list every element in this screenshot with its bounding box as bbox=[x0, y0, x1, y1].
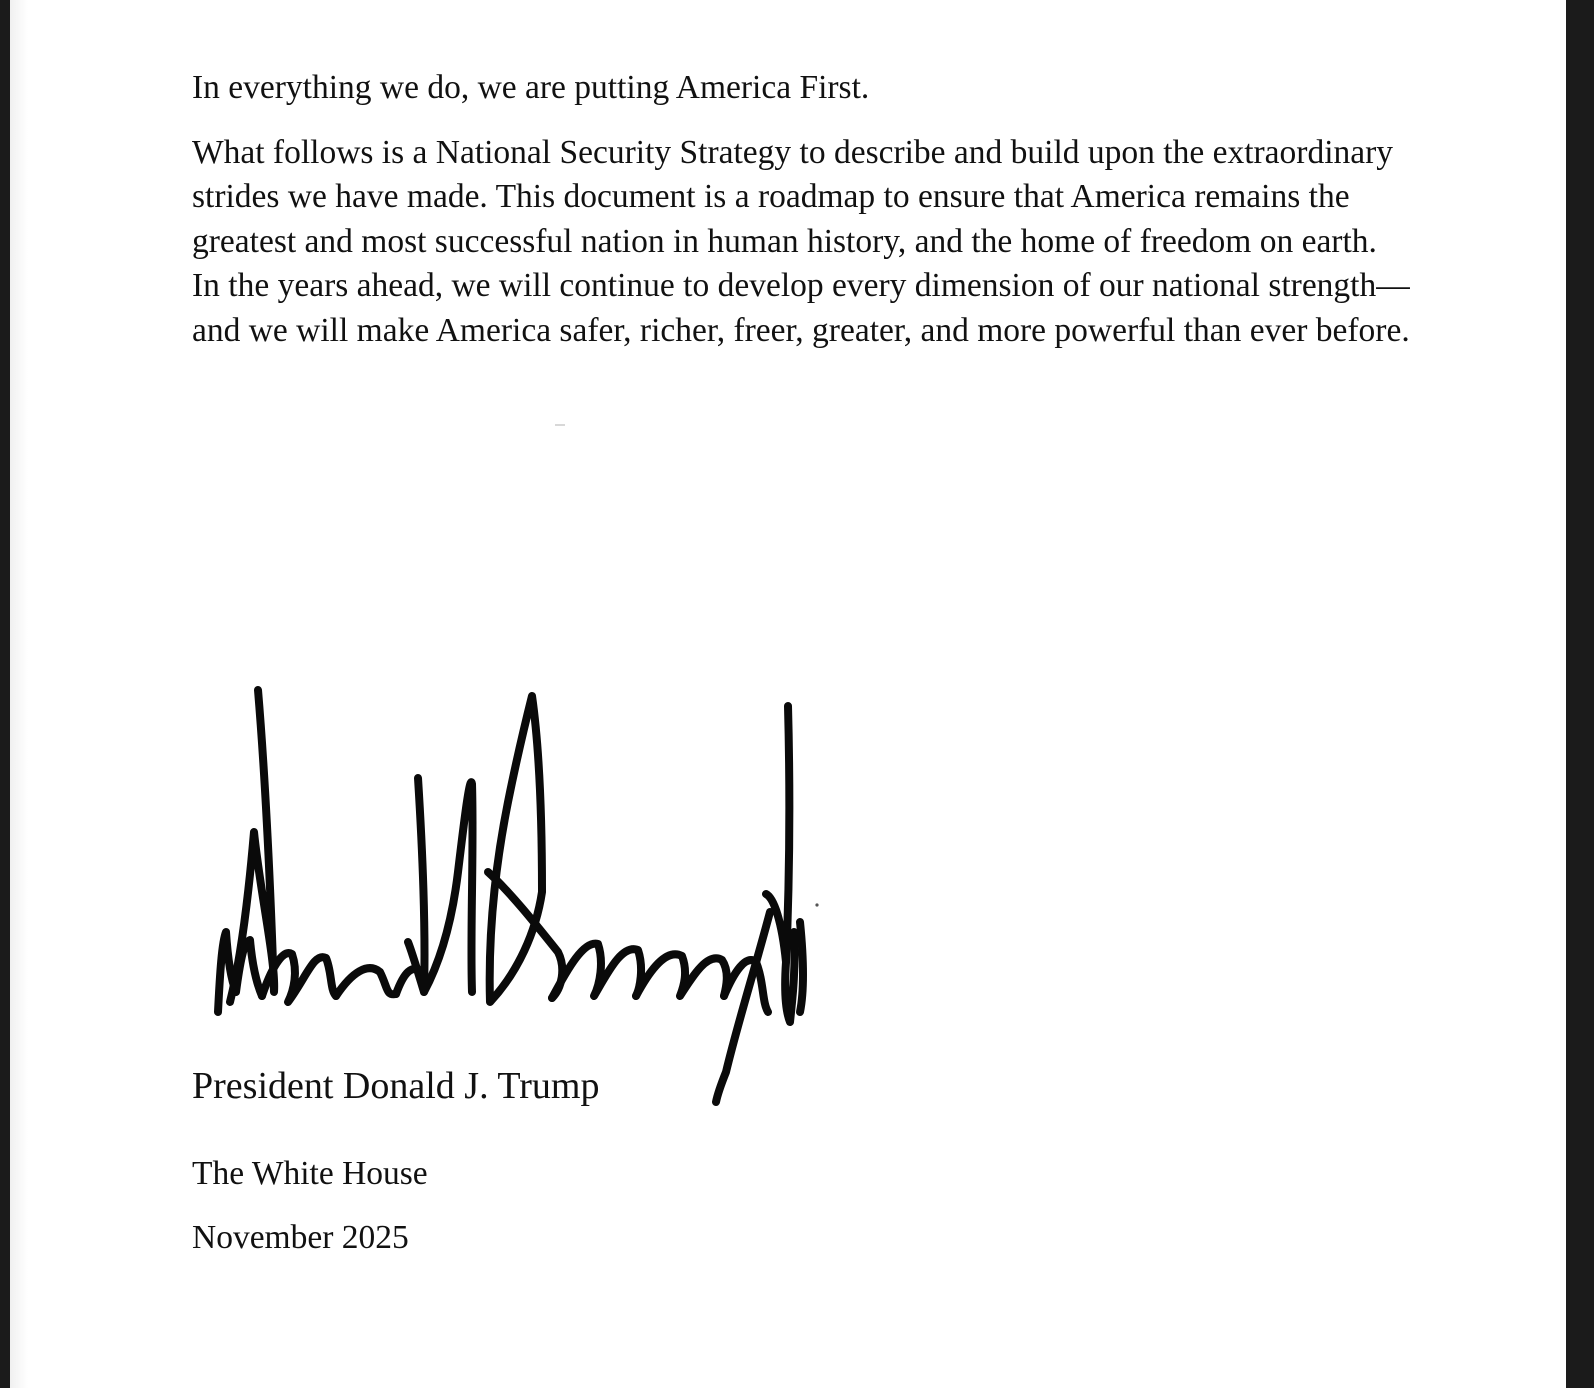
page-edge-shadow bbox=[10, 0, 28, 1388]
strategy-paragraph: What follows is a National Security Strategy to describe and build upon the extraordinary strides we have made. This document is a roadmap to ensure that America remains the greatest and most successful nation in human history, and the home of freedom on earth. In the years ahead, we will continue to develop every dimension of our national strength—and we will make America safer, richer, freer, greater, and more powerful than ever before. bbox=[192, 133, 1410, 349]
document-page bbox=[10, 0, 1566, 1388]
signer-name: President Donald J. Trump bbox=[192, 1065, 600, 1107]
signer-organization: The White House bbox=[192, 1155, 428, 1192]
scan-speck bbox=[555, 424, 565, 426]
letter-body bbox=[192, 66, 1412, 353]
signature-image bbox=[190, 672, 830, 1112]
closing-statement: In everything we do, we are putting America First. bbox=[192, 69, 870, 106]
document-date: November 2025 bbox=[192, 1219, 409, 1256]
